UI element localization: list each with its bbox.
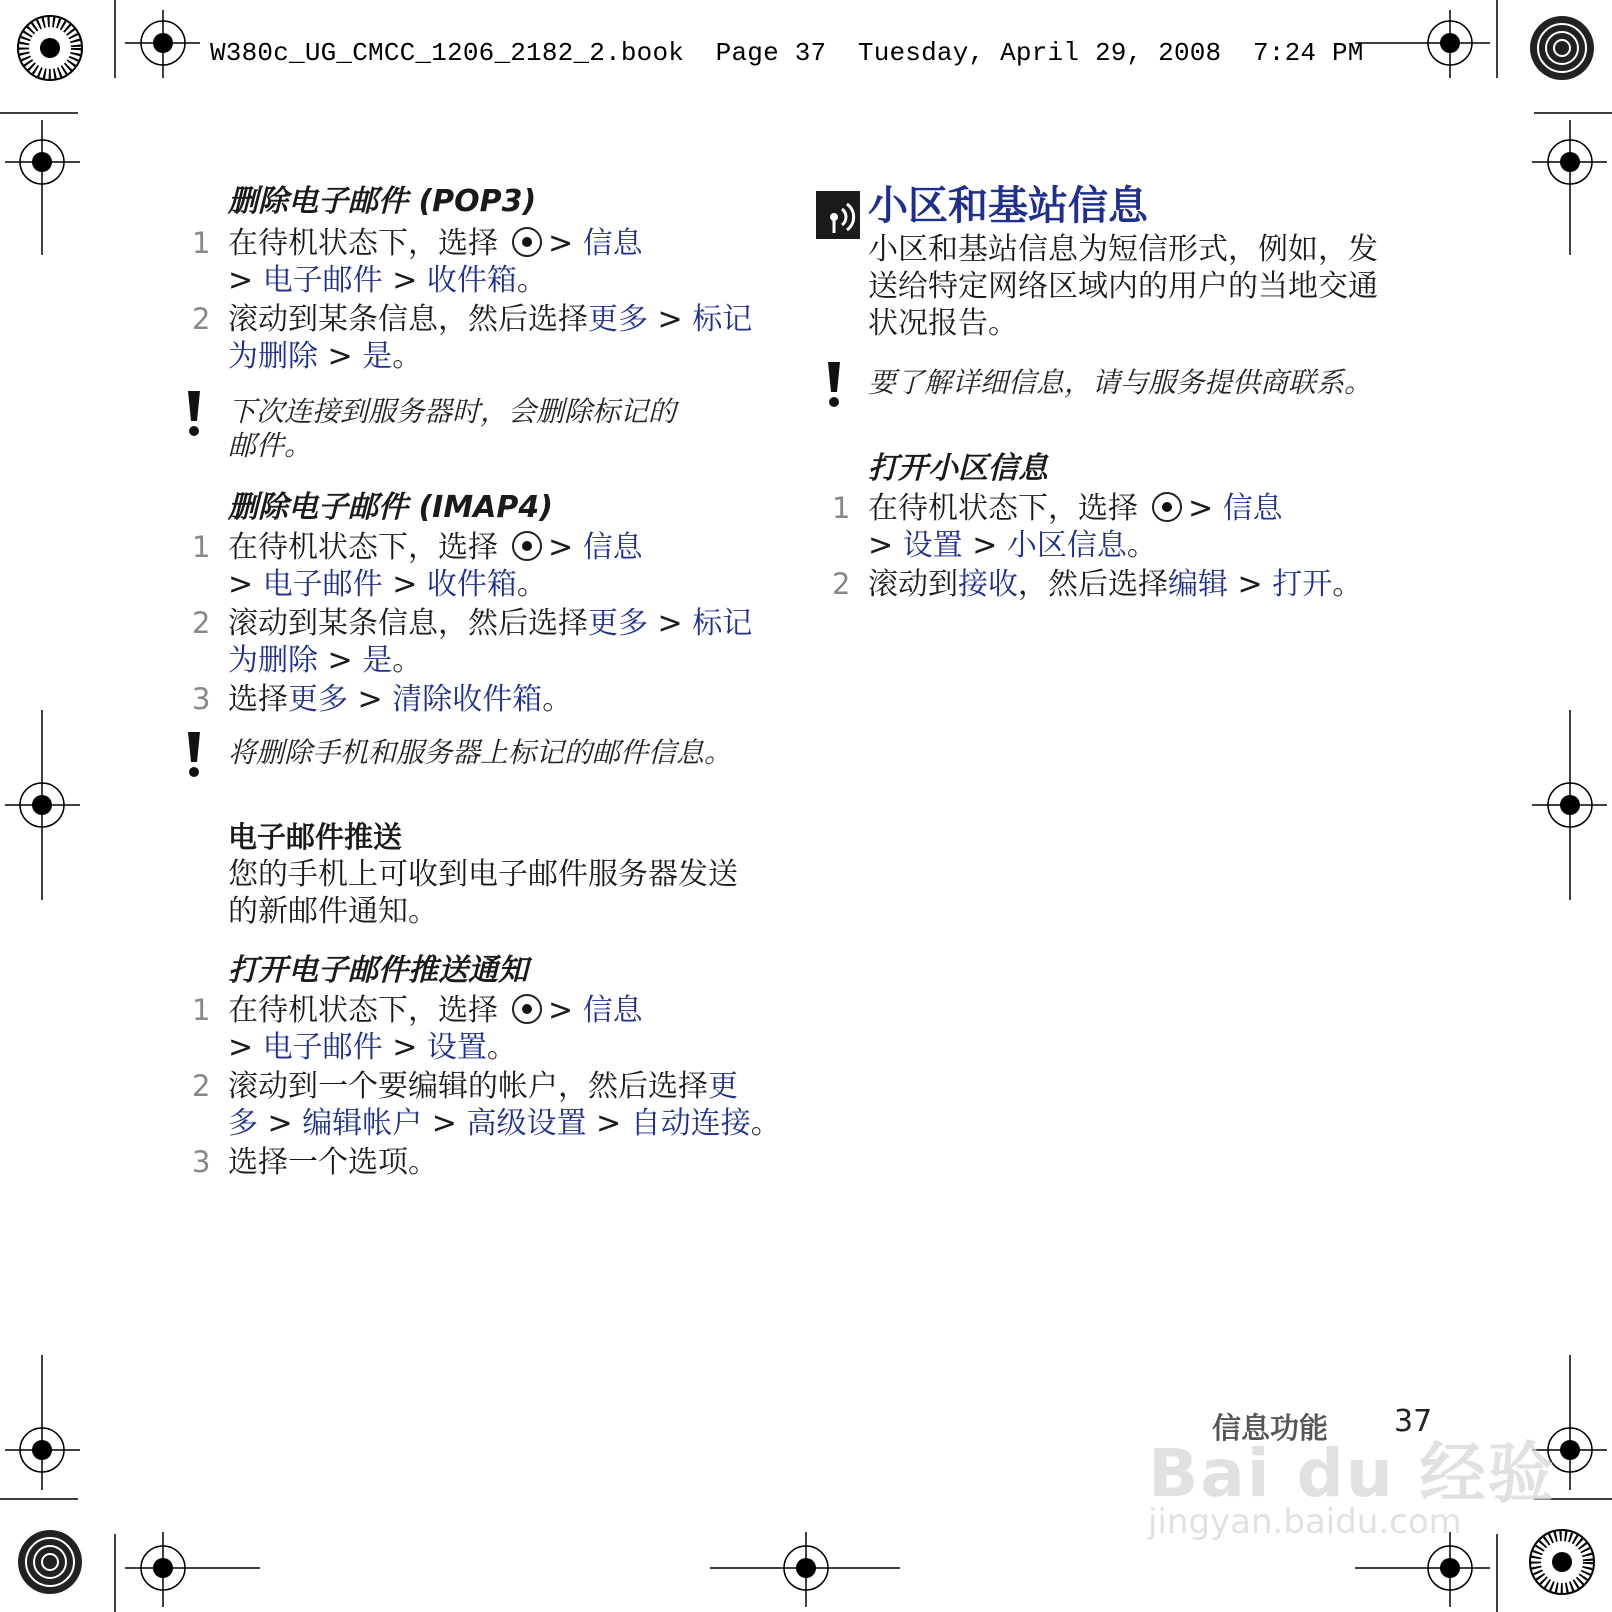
watermark-text: Bai du 经验 bbox=[1148, 1435, 1556, 1512]
step-number: 3 bbox=[192, 682, 211, 716]
step-text: 在待机状态下，选择 bbox=[228, 530, 498, 565]
page-number: 37 bbox=[1394, 1404, 1433, 1439]
menu-link[interactable]: 信息 bbox=[582, 226, 643, 261]
arrow-sep: > bbox=[548, 226, 574, 261]
menu-link[interactable]: 收件箱 bbox=[426, 567, 517, 602]
menu-link[interactable]: 标记 bbox=[692, 302, 753, 337]
list-item bbox=[832, 490, 1428, 564]
select-key-icon bbox=[1152, 492, 1182, 522]
step-end: 。 bbox=[392, 339, 423, 374]
list-item bbox=[192, 992, 788, 1066]
menu-link[interactable]: 电子邮件 bbox=[262, 1030, 383, 1065]
network-info-icon bbox=[816, 191, 860, 239]
footer-section-label: 信息功能 bbox=[1212, 1411, 1329, 1445]
paragraph bbox=[868, 231, 1428, 342]
watermark-url: jingyan.baidu.com bbox=[1148, 1502, 1462, 1542]
section-title-imap4: 删除电子邮件 (IMAP4) bbox=[228, 490, 553, 525]
step-number: 1 bbox=[192, 226, 211, 260]
step-text: 滚动到某条信息，然后选择 bbox=[228, 302, 588, 337]
arrow-sep: > bbox=[1188, 491, 1214, 526]
arrow-sep: > bbox=[868, 528, 894, 563]
arrow-sep: > bbox=[392, 1030, 418, 1065]
step-end: 。 bbox=[486, 1030, 517, 1065]
menu-link[interactable]: 信息 bbox=[582, 530, 643, 565]
paragraph-text: 您的手机上可收到电子邮件服务器发送 bbox=[228, 857, 738, 892]
menu-link[interactable]: 电子邮件 bbox=[262, 263, 383, 298]
left-column bbox=[192, 183, 788, 1181]
paragraph-text: 的新邮件通知。 bbox=[228, 894, 438, 929]
arrow-sep: > bbox=[596, 1106, 622, 1141]
menu-link[interactable]: 清除收件箱 bbox=[392, 682, 543, 717]
step-text: ，然后选择 bbox=[1018, 567, 1168, 602]
arrow-sep: > bbox=[327, 339, 353, 374]
paragraph-text: 送给特定网络区域内的用户的当地交通 bbox=[868, 269, 1378, 304]
paragraph bbox=[228, 856, 788, 930]
exclamation-icon bbox=[184, 391, 204, 437]
arrow-sep: > bbox=[228, 263, 254, 298]
step-number: 2 bbox=[192, 1069, 211, 1103]
step-end: 。 bbox=[516, 263, 547, 298]
menu-link[interactable]: 是 bbox=[362, 339, 393, 374]
step-number: 1 bbox=[192, 993, 211, 1027]
list-item bbox=[192, 1144, 788, 1181]
step-text: 在待机状态下，选择 bbox=[228, 226, 498, 261]
arrow-sep: > bbox=[228, 567, 254, 602]
menu-link[interactable]: 更多 bbox=[288, 682, 348, 717]
step-number: 2 bbox=[832, 567, 851, 601]
arrow-sep: > bbox=[657, 606, 683, 641]
menu-link[interactable]: 设置 bbox=[426, 1030, 487, 1065]
menu-link[interactable]: 电子邮件 bbox=[262, 567, 383, 602]
menu-link[interactable]: 高级设置 bbox=[466, 1106, 587, 1141]
note-text: 邮件。 bbox=[228, 429, 313, 462]
step-text: 在待机状态下，选择 bbox=[868, 491, 1138, 526]
menu-link[interactable]: 更 bbox=[708, 1069, 738, 1104]
step-text: 滚动到某条信息，然后选择 bbox=[228, 606, 588, 641]
arrow-sep: > bbox=[1237, 567, 1263, 602]
section-title-open-cell-info: 打开小区信息 bbox=[868, 451, 1048, 486]
step-end: 。 bbox=[1332, 567, 1363, 602]
arrow-sep: > bbox=[228, 1030, 254, 1065]
select-key-icon bbox=[512, 531, 542, 561]
step-end: 。 bbox=[750, 1106, 781, 1141]
section-title-pop3: 删除电子邮件 (POP3) bbox=[228, 184, 537, 219]
arrow-sep: > bbox=[357, 682, 383, 717]
menu-link[interactable]: 自动连接 bbox=[630, 1106, 751, 1141]
arrow-sep: > bbox=[392, 567, 418, 602]
menu-link[interactable]: 更多 bbox=[588, 302, 648, 337]
step-end: 。 bbox=[542, 682, 573, 717]
step-number: 1 bbox=[832, 491, 851, 525]
note bbox=[228, 395, 788, 463]
menu-link[interactable]: 小区信息 bbox=[1006, 528, 1127, 563]
paragraph-text: 状况报告。 bbox=[868, 306, 1018, 341]
menu-link[interactable]: 多 bbox=[228, 1106, 258, 1141]
menu-link[interactable]: 编辑 bbox=[1168, 567, 1228, 602]
arrow-sep: > bbox=[548, 993, 574, 1028]
menu-link[interactable]: 信息 bbox=[582, 993, 643, 1028]
arrow-sep: > bbox=[972, 528, 998, 563]
menu-link[interactable]: 更多 bbox=[588, 606, 648, 641]
menu-link[interactable]: 收件箱 bbox=[426, 263, 517, 298]
menu-link[interactable]: 打开 bbox=[1272, 567, 1333, 602]
step-end: 。 bbox=[1126, 528, 1157, 563]
section-title-push-open: 打开电子邮件推送通知 bbox=[228, 953, 528, 988]
exclamation-icon bbox=[824, 362, 844, 408]
step-number: 2 bbox=[192, 302, 211, 336]
menu-link[interactable]: 标记 bbox=[692, 606, 753, 641]
menu-link[interactable]: 是 bbox=[362, 643, 393, 678]
note-text: 要了解详细信息，请与服务提供商联系。 bbox=[868, 366, 1373, 399]
step-text: 选择一个选项。 bbox=[228, 1145, 438, 1180]
list-item bbox=[192, 605, 788, 679]
list-item bbox=[192, 301, 788, 375]
arrow-sep: > bbox=[327, 643, 353, 678]
menu-link[interactable]: 设置 bbox=[902, 528, 963, 563]
list-item bbox=[192, 681, 788, 718]
step-number: 3 bbox=[192, 1145, 211, 1179]
arrow-sep: > bbox=[548, 530, 574, 565]
section-title-push: 电子邮件推送 bbox=[228, 820, 403, 854]
note-text: 将删除手机和服务器上标记的邮件信息。 bbox=[228, 736, 733, 769]
select-key-icon bbox=[512, 227, 542, 257]
arrow-sep: > bbox=[431, 1106, 457, 1141]
list-item bbox=[832, 566, 1428, 603]
note-text: 下次连接到服务器时，会删除标记的 bbox=[228, 395, 677, 428]
menu-link[interactable]: 接收 bbox=[958, 567, 1018, 602]
list-item bbox=[192, 529, 788, 603]
step-text: 滚动到 bbox=[868, 567, 958, 602]
menu-link[interactable]: 信息 bbox=[1222, 491, 1283, 526]
exclamation-icon bbox=[184, 732, 204, 778]
list-item bbox=[192, 225, 788, 299]
watermark-logo bbox=[1148, 1420, 1556, 1515]
note bbox=[868, 366, 1428, 400]
step-end: 。 bbox=[392, 643, 423, 678]
menu-link[interactable]: 编辑帐户 bbox=[302, 1106, 423, 1141]
section-heading-cell-info: 小区和基站信息 bbox=[868, 183, 1148, 229]
paragraph-text: 小区和基站信息为短信形式，例如，发 bbox=[868, 232, 1378, 267]
step-end: 。 bbox=[516, 567, 547, 602]
book-header: W380c_UG_CMCC_1206_2182_2.book Page 37 Tuesday, April 29, 2008 7:24 PM bbox=[210, 38, 1364, 68]
menu-link[interactable]: 为删除 bbox=[228, 339, 318, 374]
arrow-sep: > bbox=[392, 263, 418, 298]
step-text: 选择 bbox=[228, 682, 288, 717]
list-item bbox=[192, 1068, 788, 1142]
right-column bbox=[832, 183, 1428, 603]
menu-link[interactable]: 为删除 bbox=[228, 643, 318, 678]
arrow-sep: > bbox=[267, 1106, 293, 1141]
step-number: 2 bbox=[192, 606, 211, 640]
step-number: 1 bbox=[192, 530, 211, 564]
note bbox=[228, 736, 788, 770]
step-text: 在待机状态下，选择 bbox=[228, 993, 498, 1028]
arrow-sep: > bbox=[657, 302, 683, 337]
select-key-icon bbox=[512, 994, 542, 1024]
step-text: 滚动到一个要编辑的帐户，然后选择 bbox=[228, 1069, 708, 1104]
